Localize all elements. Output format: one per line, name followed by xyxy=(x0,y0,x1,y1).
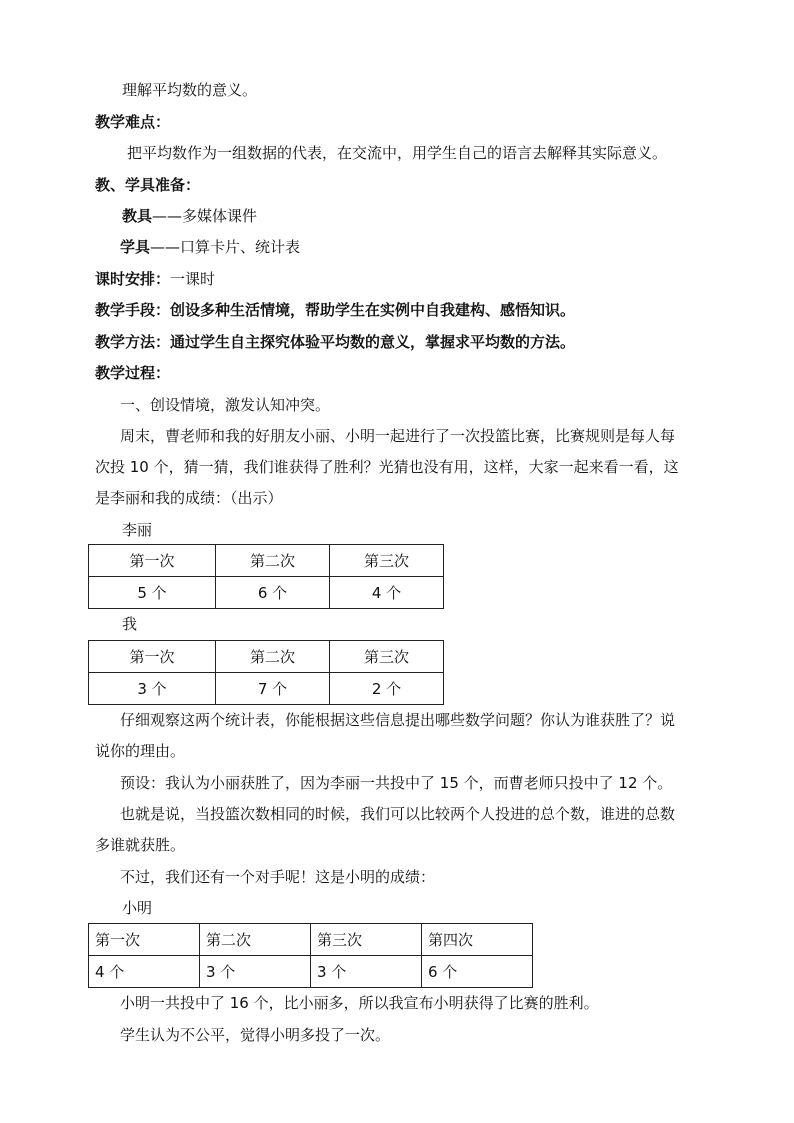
text-line: 是李丽和我的成绩：（出示） xyxy=(95,489,283,507)
table-cell: 7 个 xyxy=(216,673,330,705)
table-cell: 第四次 xyxy=(422,924,533,956)
table-cell: 第三次 xyxy=(330,641,444,673)
table-header-row xyxy=(89,545,444,577)
text-line: 把平均数作为一组数据的代表，在交流中，用学生自己的语言去解释其实际意义。 xyxy=(127,144,668,162)
text-line: 仔细观察这两个统计表，你能根据这些信息提出哪些数学问题？你认为谁获胜了？说 xyxy=(120,711,676,729)
text-line: 也就是说，当投篮次数相同的时候，我们可以比较两个人投进的总个数，谁进的总数 xyxy=(120,805,676,823)
table-cell: 第三次 xyxy=(311,924,422,956)
table-cell: 第一次 xyxy=(89,545,216,577)
table-cell: 3 个 xyxy=(200,956,311,988)
table-row xyxy=(89,956,533,988)
table-cell: 第二次 xyxy=(200,924,311,956)
table-cell: 3 个 xyxy=(89,673,216,705)
lesson-schedule-value: 一课时 xyxy=(170,270,216,288)
section-heading-materials: 教、学具准备： xyxy=(95,176,201,194)
table-cell: 6 个 xyxy=(422,956,533,988)
teacher-tools-label: 教具 xyxy=(122,207,153,225)
student-tools-line xyxy=(120,237,300,257)
table-cell: 5 个 xyxy=(89,577,216,609)
table-caption-lili: 李丽 xyxy=(122,521,153,539)
teacher-tools-line xyxy=(122,206,257,226)
table-cell: 4 个 xyxy=(330,577,444,609)
table-cell: 第二次 xyxy=(216,545,330,577)
section-heading-process: 教学过程： xyxy=(95,364,171,382)
table-row xyxy=(89,673,444,705)
text-line: 一、创设情境，激发认知冲突。 xyxy=(120,396,331,414)
lesson-schedule-label: 课时安排： xyxy=(95,270,171,288)
score-table-me xyxy=(88,640,444,705)
table-cell: 2 个 xyxy=(330,673,444,705)
table-row xyxy=(89,577,444,609)
section-heading-difficulty: 教学难点： xyxy=(95,113,171,131)
text-line: 不过，我们还有一个对手呢！这是小明的成绩： xyxy=(120,868,436,886)
table-cell: 第一次 xyxy=(89,641,216,673)
text-line: 理解平均数的意义。 xyxy=(122,81,258,99)
table-header-row xyxy=(89,641,444,673)
table-cell: 6 个 xyxy=(216,577,330,609)
table-cell: 第三次 xyxy=(330,545,444,577)
table-cell: 4 个 xyxy=(89,956,200,988)
lesson-schedule-line xyxy=(95,269,215,289)
table-cell: 3 个 xyxy=(311,956,422,988)
table-caption-me: 我 xyxy=(122,615,138,633)
table-header-row xyxy=(89,924,533,956)
text-line: 预设：我认为小丽获胜了，因为李丽一共投中了 15 个，而曹老师只投中了 12 个。 xyxy=(120,774,673,792)
teacher-tools-value: ——多媒体课件 xyxy=(152,207,258,225)
text-line: 小明一共投中了 16 个，比小丽多，所以我宣布小明获得了比赛的胜利。 xyxy=(120,994,599,1012)
table-cell: 第一次 xyxy=(89,924,200,956)
text-line: 次投 10 个，猜一猜，我们谁获得了胜利？光猜也没有用，这样，大家一起来看一看，这 xyxy=(95,458,679,476)
table-cell: 第二次 xyxy=(216,641,330,673)
teaching-methods-line: 教学方法：通过学生自主探究体验平均数的意义，掌握求平均数的方法。 xyxy=(95,333,576,351)
student-tools-value: ——口算卡片、统计表 xyxy=(150,238,301,256)
text-line: 说你的理由。 xyxy=(95,742,186,760)
score-table-xiaoming xyxy=(88,923,533,988)
score-table-lili xyxy=(88,544,444,609)
text-line: 学生认为不公平，觉得小明多投了一次。 xyxy=(120,1026,391,1044)
student-tools-label: 学具 xyxy=(120,238,151,256)
text-line: 多谁就获胜。 xyxy=(95,836,186,854)
table-caption-xiaoming: 小明 xyxy=(122,899,153,917)
text-line: 周末，曹老师和我的好朋友小丽、小明一起进行了一次投篮比赛，比赛规则是每人每 xyxy=(120,427,676,445)
teaching-means-line: 教学手段：创设多种生活情境，帮助学生在实例中自我建构、感悟知识。 xyxy=(95,301,576,319)
